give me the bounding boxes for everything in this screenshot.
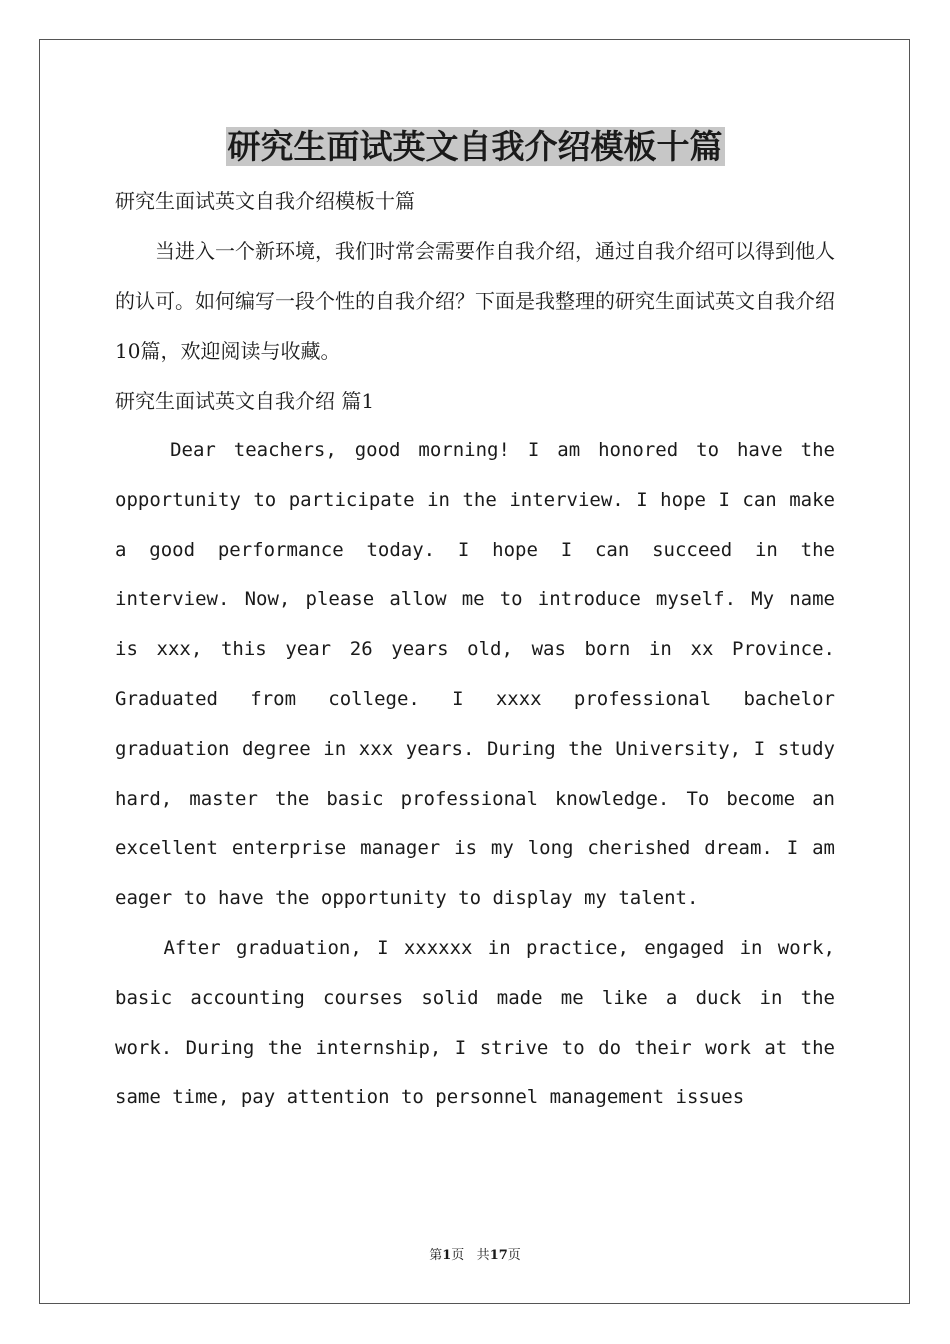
- document-subtitle: 研究生面试英文自我介绍模板十篇: [115, 189, 415, 213]
- footer-page-suffix: 页: [451, 1248, 465, 1263]
- footer-prefix: 第: [429, 1248, 443, 1263]
- document-body: [115, 176, 835, 1123]
- document-title: [0, 124, 950, 170]
- footer-total-prefix: 共: [476, 1248, 490, 1263]
- document-title-text: 研究生面试英文自我介绍模板十篇: [227, 127, 723, 166]
- footer-total-suffix: 页: [507, 1248, 521, 1263]
- body-paragraph-2: After graduation, I xxxxxx in practice, engaged in work, basic accounting courses solid made me like a duck in the work. During the internship, I strive to do their work at the same time, pay attention to personnel management issues: [115, 936, 835, 1109]
- body-paragraph-1: Dear teachers, good morning! I am honored to have the opportunity to participate in the interview. I hope I can make a good performance today. I hope I can succeed in the interview. Now, please allow me to introduce myself. My name is xxx, this year 26 years old, was born in xx Province. Graduated from college. I xxxx professional bachelor graduation degree in xxx years. During the University, I study hard, master the basic professional knowledge. To become an excellent enterprise manager is my long cherished dream. I am eager to have the opportunity to display my talent.: [115, 439, 835, 910]
- intro-paragraph: 当进入一个新环境，我们时常会需要作自我介绍，通过自我介绍可以得到他人的认可。如何编写一段个性的自我介绍？下面是我整理的研究生面试英文自我介绍10篇，欢迎阅读与收藏。: [115, 239, 835, 363]
- page-footer: [0, 1247, 950, 1265]
- section-heading: 研究生面试英文自我介绍 篇1: [115, 389, 375, 413]
- footer-total-pages: 17: [489, 1248, 508, 1263]
- footer-page-number: 1: [442, 1248, 452, 1263]
